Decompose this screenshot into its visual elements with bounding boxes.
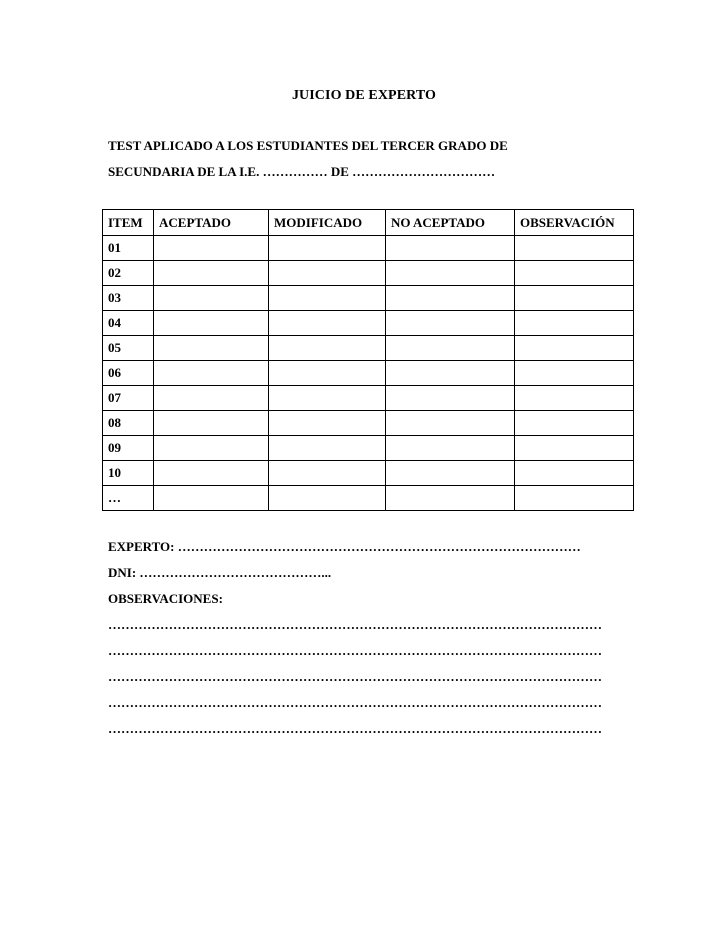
table-row (103, 386, 634, 411)
cell-no-aceptado[interactable] (386, 361, 515, 386)
cell-no-aceptado[interactable] (386, 311, 515, 336)
cell-modificado[interactable] (269, 411, 386, 436)
observacion-dotted-line: …………………………………………………………………………………………………… (108, 617, 602, 632)
table-row (103, 261, 634, 286)
cell-no-aceptado[interactable] (386, 486, 515, 511)
table-row (103, 461, 634, 486)
observacion-dotted-line: …………………………………………………………………………………………………… (108, 695, 602, 710)
cell-aceptado[interactable] (154, 486, 269, 511)
cell-no-aceptado[interactable] (386, 261, 515, 286)
evaluation-table (102, 209, 634, 511)
cell-observacion[interactable] (515, 336, 634, 361)
cell-no-aceptado[interactable] (386, 286, 515, 311)
observacion-dotted-line: …………………………………………………………………………………………………… (108, 721, 602, 736)
cell-no-aceptado[interactable] (386, 236, 515, 261)
item-number: 02 (103, 261, 154, 286)
cell-aceptado[interactable] (154, 261, 269, 286)
cell-modificado[interactable] (269, 436, 386, 461)
cell-aceptado[interactable] (154, 236, 269, 261)
table-row (103, 411, 634, 436)
cell-observacion[interactable] (515, 411, 634, 436)
table-row (103, 486, 634, 511)
cell-aceptado[interactable] (154, 461, 269, 486)
item-number: 09 (103, 436, 154, 461)
header-item: ITEM (103, 210, 154, 236)
cell-modificado[interactable] (269, 386, 386, 411)
cell-observacion[interactable] (515, 436, 634, 461)
cell-aceptado[interactable] (154, 336, 269, 361)
cell-no-aceptado[interactable] (386, 436, 515, 461)
cell-observacion[interactable] (515, 386, 634, 411)
table-row (103, 436, 634, 461)
cell-observacion[interactable] (515, 361, 634, 386)
header-aceptado: ACEPTADO (154, 210, 269, 236)
table-row (103, 311, 634, 336)
cell-observacion[interactable] (515, 311, 634, 336)
cell-observacion[interactable] (515, 236, 634, 261)
table-body (103, 236, 634, 511)
cell-observacion[interactable] (515, 286, 634, 311)
observacion-dotted-line: …………………………………………………………………………………………………… (108, 643, 602, 658)
item-number: 08 (103, 411, 154, 436)
cell-modificado[interactable] (269, 261, 386, 286)
item-number: 06 (103, 361, 154, 386)
header-modificado: MODIFICADO (269, 210, 386, 236)
item-number: 01 (103, 236, 154, 261)
cell-aceptado[interactable] (154, 361, 269, 386)
cell-modificado[interactable] (269, 286, 386, 311)
item-number: 03 (103, 286, 154, 311)
cell-modificado[interactable] (269, 486, 386, 511)
item-number: 07 (103, 386, 154, 411)
experto-line: EXPERTO: ………………………………………………………………………………… (108, 539, 581, 554)
item-number: 04 (103, 311, 154, 336)
table-header-row (103, 210, 634, 236)
cell-observacion[interactable] (515, 261, 634, 286)
observacion-dotted-line: …………………………………………………………………………………………………… (108, 669, 602, 684)
header-observacion: OBSERVACIÓN (515, 210, 634, 236)
subtitle-line-2: SECUNDARIA DE LA I.E. …………… DE …………………………… (108, 164, 496, 179)
cell-observacion[interactable] (515, 461, 634, 486)
cell-no-aceptado[interactable] (386, 461, 515, 486)
observaciones-label: OBSERVACIONES: (108, 591, 223, 606)
header-no-aceptado: NO ACEPTADO (386, 210, 515, 236)
table-row (103, 286, 634, 311)
dni-line: DNI: ……………………………………... (108, 565, 332, 580)
item-number: 10 (103, 461, 154, 486)
cell-aceptado[interactable] (154, 286, 269, 311)
table-row (103, 236, 634, 261)
cell-aceptado[interactable] (154, 436, 269, 461)
page-title: JUICIO DE EXPERTO (291, 88, 437, 103)
table-row (103, 336, 634, 361)
cell-no-aceptado[interactable] (386, 336, 515, 361)
cell-modificado[interactable] (269, 361, 386, 386)
cell-no-aceptado[interactable] (386, 386, 515, 411)
item-number: … (103, 486, 154, 511)
cell-modificado[interactable] (269, 311, 386, 336)
cell-aceptado[interactable] (154, 411, 269, 436)
table-row (103, 361, 634, 386)
cell-no-aceptado[interactable] (386, 411, 515, 436)
subtitle-line-1: TEST APLICADO A LOS ESTUDIANTES DEL TERCER GRADO DE (108, 138, 508, 153)
cell-modificado[interactable] (269, 336, 386, 361)
cell-aceptado[interactable] (154, 386, 269, 411)
item-number: 05 (103, 336, 154, 361)
cell-observacion[interactable] (515, 486, 634, 511)
cell-aceptado[interactable] (154, 311, 269, 336)
cell-modificado[interactable] (269, 461, 386, 486)
cell-modificado[interactable] (269, 236, 386, 261)
